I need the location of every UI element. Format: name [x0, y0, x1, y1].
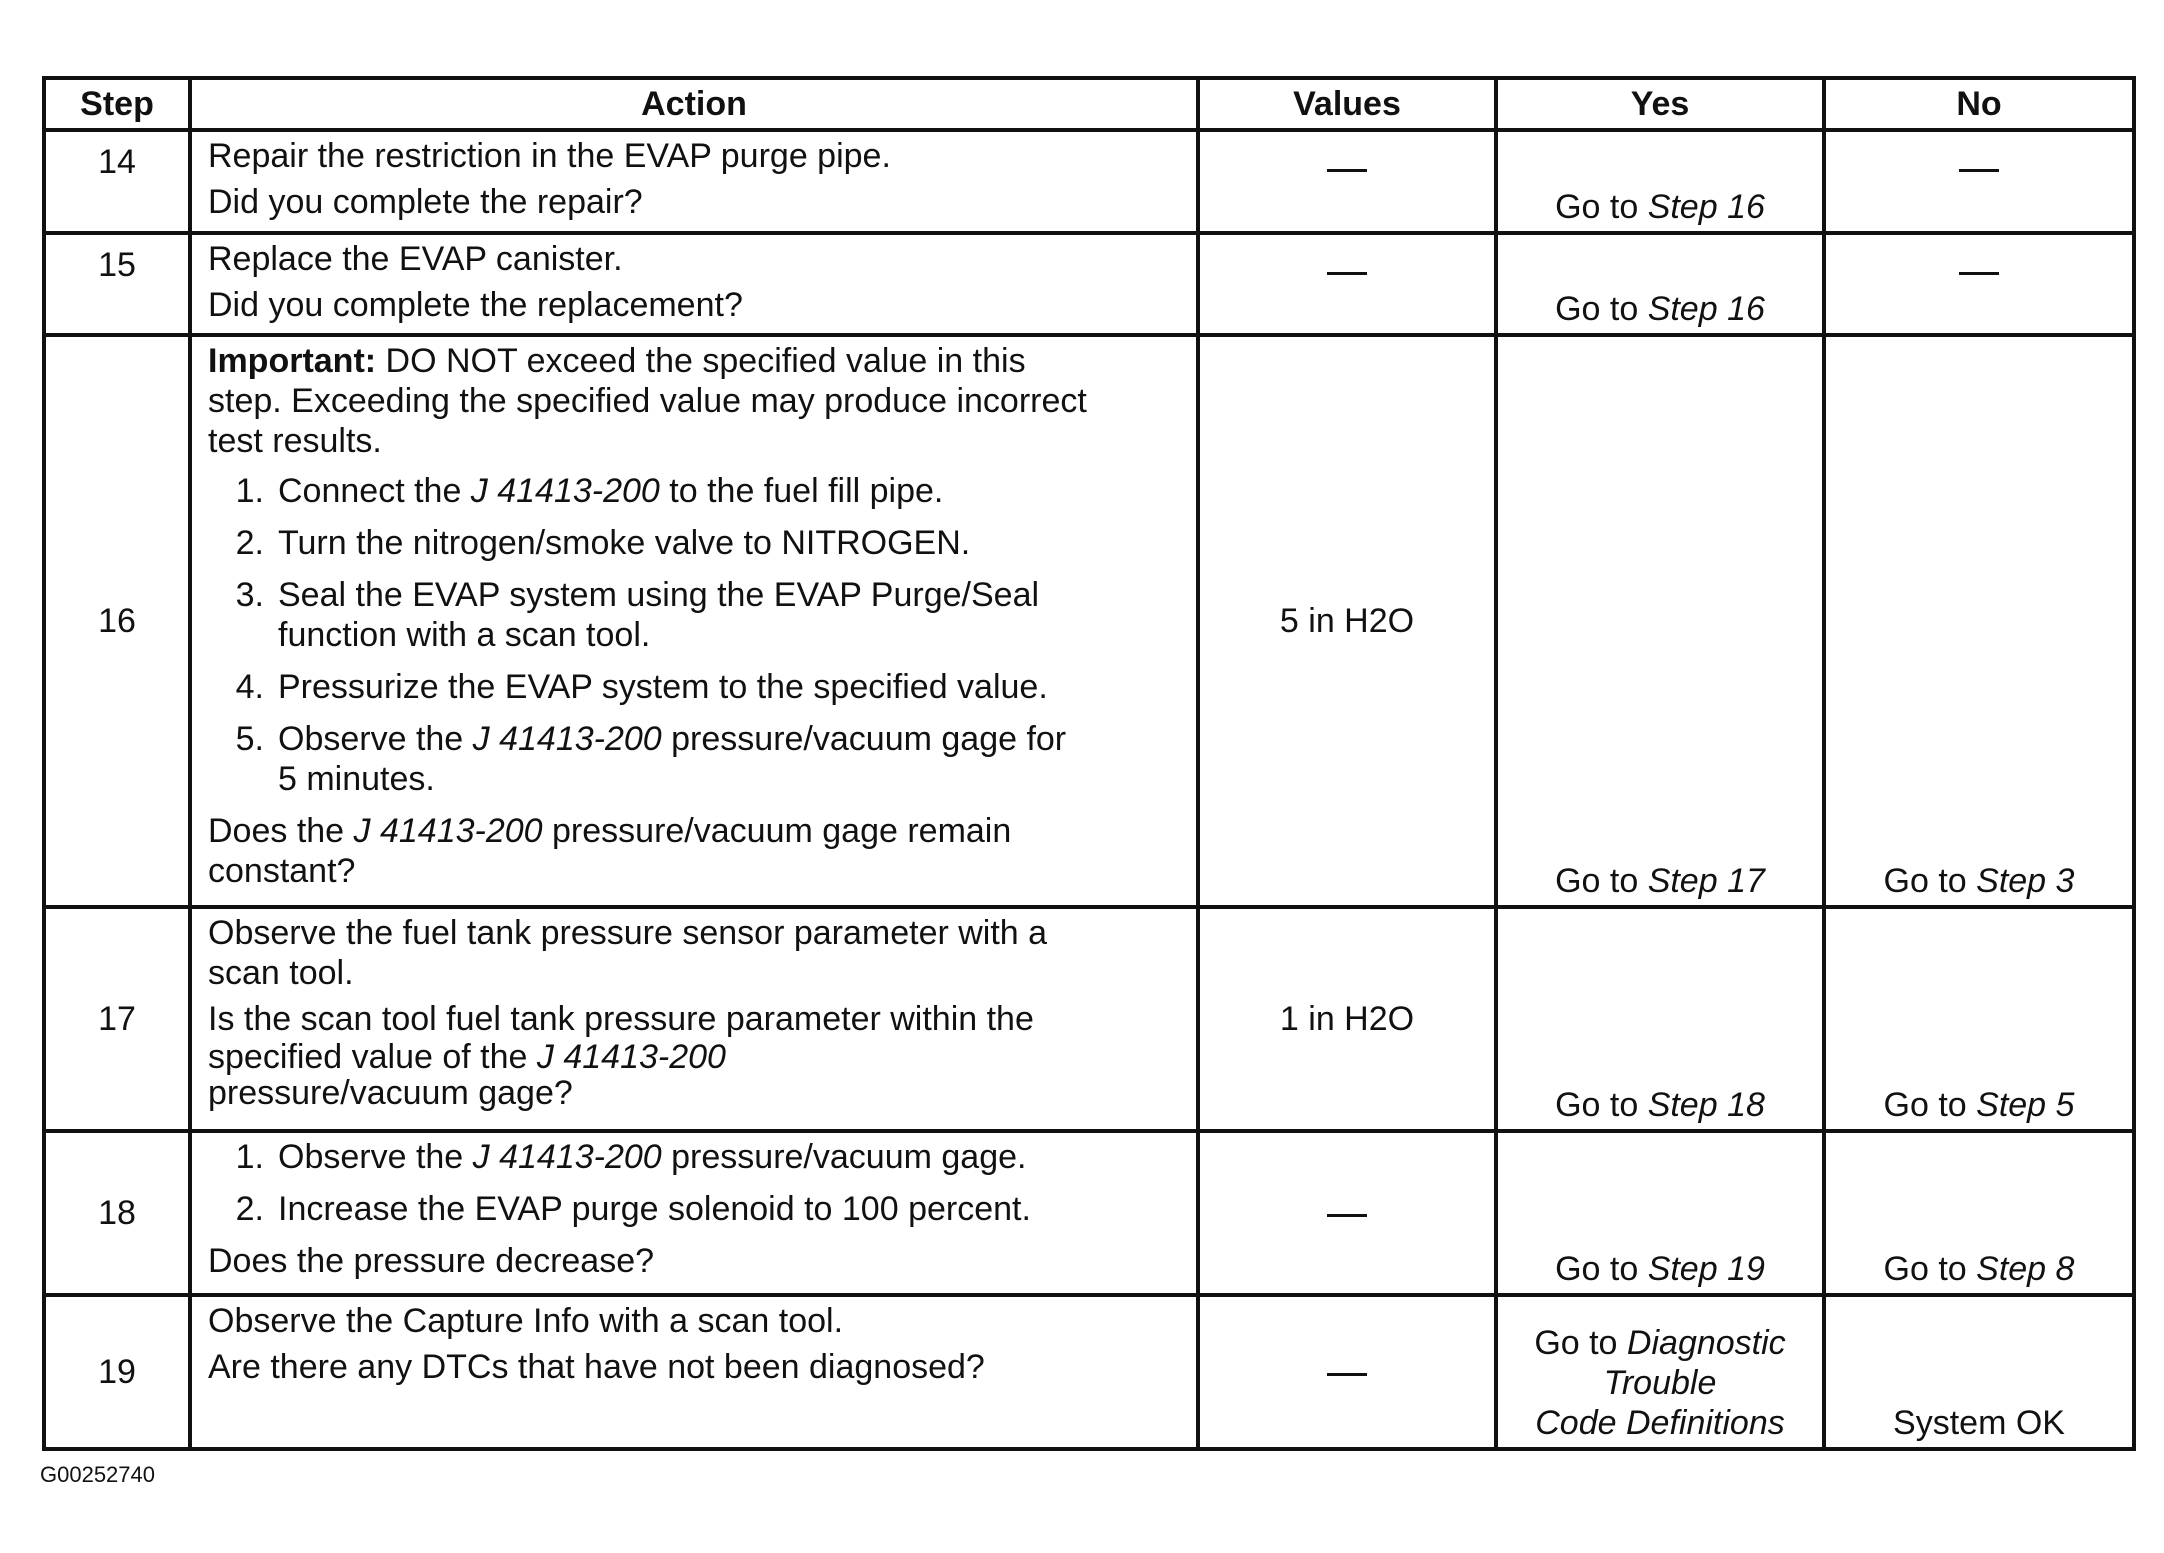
action-cell — [190, 1131, 1198, 1295]
question-text-3: pressure/vacuum gage? — [208, 1074, 573, 1112]
question-text-2: constant? — [208, 852, 356, 890]
table-row-19 — [44, 1295, 2134, 1449]
values-cell — [1198, 130, 1496, 233]
action-cell — [190, 907, 1198, 1131]
yes-prefix: Go to — [1555, 862, 1648, 900]
yes-link-2[interactable]: Trouble — [1603, 1364, 1717, 1402]
action-cell — [190, 130, 1198, 233]
tool-name: J 41413-200 — [470, 472, 660, 510]
yes-link[interactable]: Step 19 — [1647, 1250, 1765, 1288]
action-cell — [190, 1295, 1198, 1449]
no-cell — [1824, 1295, 2134, 1449]
table-row-16 — [44, 335, 2134, 907]
yes-link[interactable]: Step 16 — [1647, 188, 1765, 226]
yes-cell — [1496, 233, 1824, 335]
step-cell — [44, 233, 190, 335]
yes-cell — [1496, 335, 1824, 907]
no-cell — [1824, 130, 2134, 233]
diagnostic-table — [42, 76, 2136, 1451]
no-cell — [1824, 907, 2134, 1131]
table-row-14 — [44, 130, 2134, 233]
important-text: DO NOT exceed the specified value in this — [376, 342, 1026, 380]
step-cell — [44, 907, 190, 1131]
action-text-2: scan tool. — [208, 954, 354, 992]
important-line-3: test results. — [208, 422, 382, 460]
action-text: Replace the EVAP canister. — [208, 240, 623, 278]
value-dash — [1327, 1194, 1367, 1232]
header-step: Step — [44, 78, 190, 130]
yes-prefix: Go to — [1534, 1324, 1627, 1362]
step-number: 17 — [98, 1000, 136, 1038]
procedure-list — [208, 471, 1186, 799]
step-cell — [44, 130, 190, 233]
step-number: 16 — [98, 602, 136, 640]
yes-cell — [1496, 1295, 1824, 1449]
yes-prefix: Go to — [1555, 1086, 1648, 1124]
value-dash — [1200, 251, 1494, 291]
question-text: Did you complete the replacement? — [208, 286, 743, 324]
header-row — [44, 78, 2134, 130]
question-text-2: specified value of the J 41413-200 — [208, 1038, 726, 1076]
yes-prefix: Go to — [1555, 1250, 1648, 1288]
list-item: 2. Turn the nitrogen/smoke valve to NITROGEN. — [235, 524, 971, 562]
values-cell — [1198, 907, 1496, 1131]
yes-link[interactable]: Step 16 — [1647, 290, 1765, 328]
no-prefix: Go to — [1883, 862, 1977, 900]
yes-cell — [1496, 130, 1824, 233]
action-text: Repair the restriction in the EVAP purge pipe. — [208, 137, 891, 175]
step-cell — [44, 335, 190, 907]
no-dash — [1826, 148, 2132, 188]
table-row-15 — [44, 233, 2134, 335]
list-item: 5. Observe the J 41413-200 pressure/vacuum gage for 5 minutes. — [235, 720, 1067, 798]
spec-value: 5 in H2O — [1279, 602, 1415, 640]
question-text: Is the scan tool fuel tank pressure parameter within the — [208, 1000, 1034, 1038]
tool-name: J 41413-200 — [472, 720, 662, 758]
action-text: Observe the Capture Info with a scan tool. — [208, 1302, 844, 1340]
action-cell — [190, 335, 1198, 907]
no-cell — [1824, 233, 2134, 335]
important-label: Important: — [208, 342, 377, 380]
no-cell — [1824, 1131, 2134, 1295]
yes-link[interactable]: Diagnostic — [1626, 1324, 1786, 1362]
list-item: 3. Seal the EVAP system using the EVAP Purge/Seal function with a scan tool. — [235, 576, 1040, 654]
no-link[interactable]: Step 3 — [1976, 862, 2075, 900]
header-values: Values — [1198, 78, 1496, 130]
no-prefix: Go to — [1883, 1250, 1977, 1288]
table-row-18 — [44, 1131, 2134, 1295]
value-dash — [1200, 148, 1494, 188]
yes-link-3[interactable]: Code Definitions — [1535, 1404, 1785, 1442]
list-item: 1. Connect the J 41413-200 to the fuel fill pipe. — [235, 472, 944, 510]
step-number: 15 — [98, 246, 136, 284]
question-text: Does the pressure decrease? — [208, 1242, 655, 1280]
yes-cell — [1496, 1131, 1824, 1295]
list-item: 1. Observe the J 41413-200 pressure/vacuum gage. — [235, 1138, 1027, 1176]
important-line-2: step. Exceeding the specified value may produce incorrect — [208, 382, 1087, 420]
no-prefix: Go to — [1883, 1086, 1977, 1124]
header-action: Action — [190, 78, 1198, 130]
step-number: 19 — [98, 1353, 136, 1391]
action-cell — [190, 233, 1198, 335]
important-note — [208, 341, 1186, 381]
table-row-17 — [44, 907, 2134, 1131]
tool-name: J 41413-200 — [353, 812, 543, 850]
no-link[interactable]: Step 8 — [1976, 1250, 2075, 1288]
no-dash — [1826, 251, 2132, 291]
tool-name: J 41413-200 — [472, 1138, 662, 1176]
yes-prefix: Go to — [1555, 290, 1648, 328]
procedure-list — [208, 1137, 1186, 1229]
yes-link[interactable]: Step 17 — [1647, 862, 1765, 900]
values-cell — [1198, 335, 1496, 907]
step-cell — [44, 1295, 190, 1449]
list-item: 4. Pressurize the EVAP system to the specified value. — [235, 668, 1048, 706]
yes-prefix: Go to — [1555, 188, 1648, 226]
question-text: Does the J 41413-200 pressure/vacuum gage remain — [208, 812, 1012, 850]
action-text: Observe the fuel tank pressure sensor parameter with a — [208, 914, 1048, 952]
value-dash — [1327, 1353, 1367, 1391]
no-cell — [1824, 335, 2134, 907]
question-text: Are there any DTCs that have not been diagnosed? — [208, 1348, 985, 1386]
step-cell — [44, 1131, 190, 1295]
figure-id: G00252740 — [40, 1462, 155, 1487]
header-yes: Yes — [1496, 78, 1824, 130]
spec-value: 1 in H2O — [1279, 1000, 1415, 1038]
values-cell — [1198, 1295, 1496, 1449]
header-no: No — [1824, 78, 2134, 130]
yes-cell — [1496, 907, 1824, 1131]
values-cell — [1198, 1131, 1496, 1295]
no-link[interactable]: Step 5 — [1976, 1086, 2075, 1124]
step-number: 18 — [98, 1194, 136, 1232]
values-cell — [1198, 233, 1496, 335]
no-result: System OK — [1893, 1404, 2065, 1442]
tool-name: J 41413-200 — [536, 1038, 726, 1076]
question-text: Did you complete the repair? — [208, 183, 643, 221]
list-item: 2. Increase the EVAP purge solenoid to 100 percent. — [235, 1190, 1031, 1228]
yes-link[interactable]: Step 18 — [1647, 1086, 1765, 1124]
step-number: 14 — [98, 143, 136, 181]
